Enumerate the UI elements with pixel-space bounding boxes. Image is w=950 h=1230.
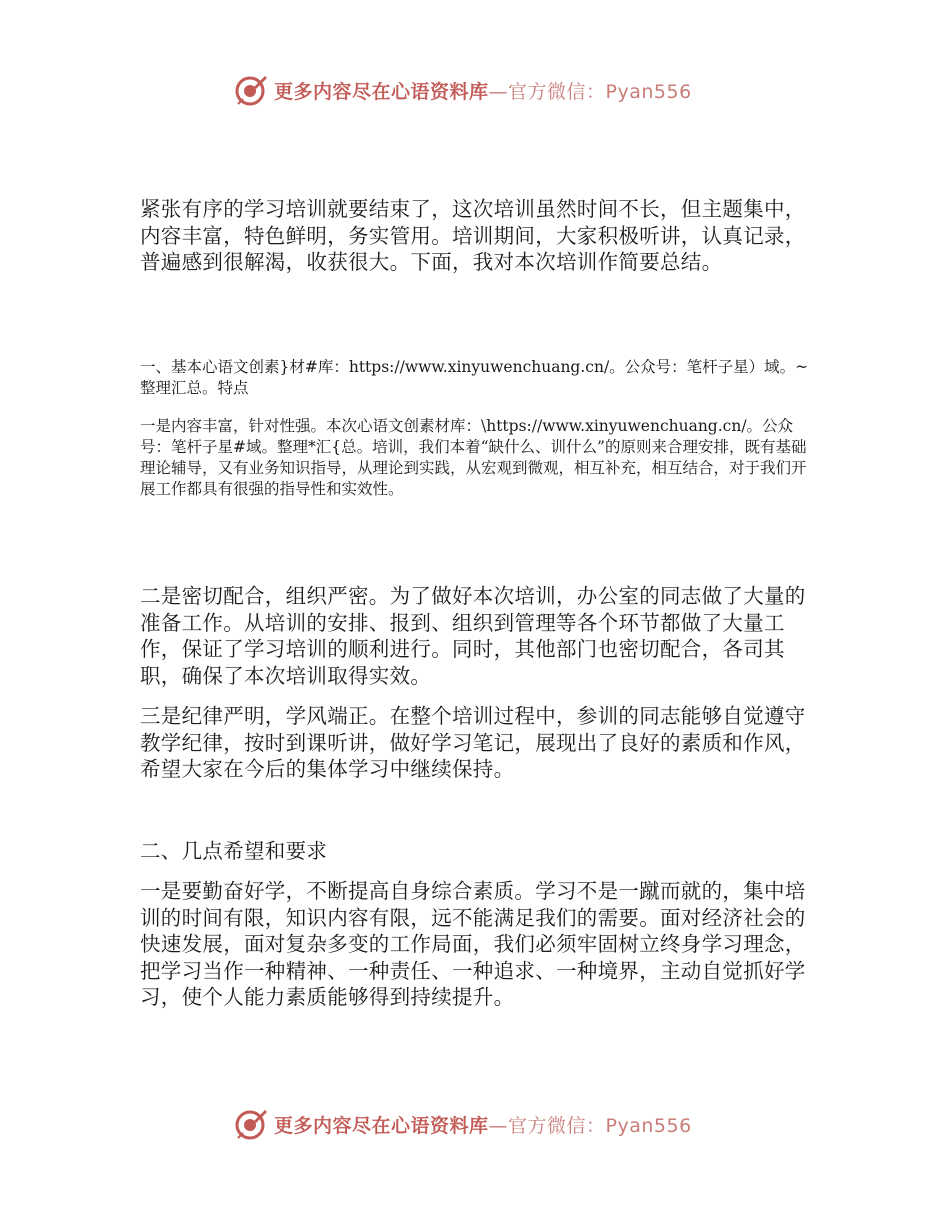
section1-point2-block — [140, 583, 812, 689]
intro-block — [140, 196, 812, 276]
section1-point1: 一是内容丰富，针对性强。本次心语文创素材库：\https://www.xinyuwenchuang.cn/。公众号：笔杆子星#域。整理*汇{总。培训，我们本着“缺什么、训什么”的原则来合理安排，既有基础理论辅导，又有业务知识指导，从理论到实践，从宏观到微观，相互补充，相互结合，对于我们开展工作都具有很强的指导性和实效性。 — [140, 417, 807, 498]
section2-point1: 一是要勤奋好学，不断提高自身综合素质。学习不是一蹴而就的，集中培训的时间有限，知识内容有限，远不能满足我们的需要。面对经济社会的快速发展，面对复杂多变的工作局面，我们必须牢固树立终身学习理念，把学习当作一种精神、一种责任、一种追求、一种境界，主动自觉抓好学习，使个人能力素质能够得到持续提升。 — [140, 879, 806, 1009]
pen-nib-logo-icon — [234, 1107, 268, 1141]
banner-wechat: 官方微信：Pyan556 — [508, 80, 692, 103]
section1-point1-block — [140, 416, 812, 500]
intro-paragraph: 紧张有序的学习培训就要结束了，这次培训虽然时间不长，但主题集中，内容丰富，特色鲜明，务实管用。培训期间，大家积极听讲，认真记录，普遍感到很解渴，收获很大。下面，我对本次培训作简要总结。 — [140, 197, 806, 274]
section1-point2: 二是密切配合，组织严密。为了做好本次培训，办公室的同志做了大量的准备工作。从培训的安排、报到、组织到管理等各个环节都做了大量工作，保证了学习培训的顺利进行。同时，其他部门也密切配合，各司其职，确保了本次培训取得实效。 — [140, 584, 806, 688]
banner-wechat: 官方微信：Pyan556 — [508, 1114, 692, 1137]
banner-dash: — — [488, 1114, 509, 1137]
banner-text — [274, 77, 692, 104]
section1-point3-block — [140, 703, 812, 783]
footer-banner — [234, 1106, 714, 1142]
section2-heading-block — [140, 838, 812, 865]
banner-dash: — — [488, 80, 509, 103]
header-banner — [234, 72, 714, 108]
section2-heading: 二、几点希望和要求 — [140, 839, 328, 863]
section1-heading-block — [140, 357, 812, 399]
section2-point1-block — [140, 878, 812, 1011]
banner-main: 更多内容尽在心语资料库 — [274, 80, 489, 103]
section1-heading: 一、基本心语文创素}材#库：https://www.xinyuwenchuang.cn/。公众号：笔杆子星）域。~整理汇总。特点 — [140, 358, 809, 397]
section1-point3: 三是纪律严明，学风端正。在整个培训过程中，参训的同志能够自觉遵守教学纪律，按时到课听讲，做好学习笔记，展现出了良好的素质和作风，希望大家在今后的集体学习中继续保持。 — [140, 704, 806, 781]
pen-nib-logo-icon — [234, 73, 268, 107]
banner-text — [274, 1111, 692, 1138]
banner-main: 更多内容尽在心语资料库 — [274, 1114, 489, 1137]
